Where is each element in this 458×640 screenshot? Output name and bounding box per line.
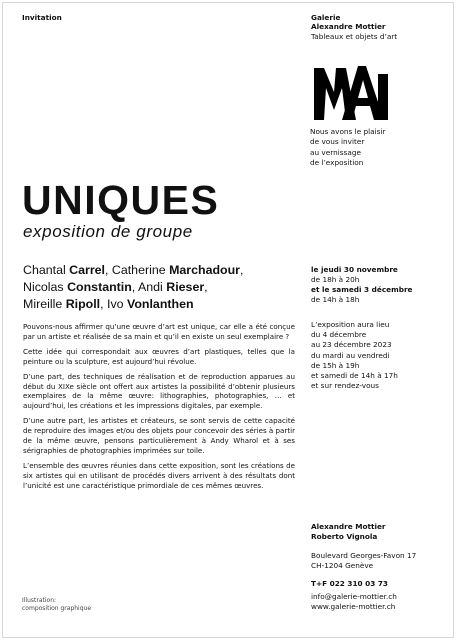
gallery-logo	[312, 62, 392, 122]
artist-first: Mireille	[23, 297, 63, 311]
body-paragraph: D’une autre part, les artistes et créateurs, se sont servis de cette capacité de reproduire des images et/ou des objets pour concevoir des séries à partir de la même œuvre, pensons particulièrement à Andy Wharol et à ses sérigraphies de photographies imprimées sur toile.	[23, 416, 295, 455]
exhibition-subtitle: exposition de groupe	[23, 222, 193, 241]
artist-first: Chantal	[23, 263, 66, 277]
body-paragraph: D’une part, des techniques de réalisation et de reproduction apparues au début du XIXe siècle ont offert aux artistes la possibilité d’obtenir plusieurs exemplaires de la même œuvre: lithographies, photographies, … et aujourd’hui, les créations et les impressions digitales, par exemple.	[23, 371, 295, 411]
period-line: au 23 décembre 2023	[311, 340, 392, 350]
time-line: de 14h à 18h	[311, 295, 360, 304]
gallery-header	[311, 13, 397, 41]
gallery-name-line2: Alexandre Mottier	[311, 22, 386, 32]
exhibition-period	[311, 320, 441, 391]
artist-last: Rieser	[166, 280, 205, 294]
illustration-label: Illustration:	[22, 597, 57, 604]
contact-name: Alexandre Mottier	[311, 522, 386, 531]
invite-line: de l’exposition	[310, 158, 364, 168]
period-line: du mardi au vendredi	[311, 350, 390, 360]
invite-line: de vous inviter	[310, 137, 365, 147]
gallery-address	[311, 551, 416, 572]
contact-names	[311, 522, 386, 542]
artist-first: Nicolas	[23, 280, 64, 294]
body-paragraph: Pouvons-nous affirmer qu’une œuvre d’art est unique, car elle a été conçue par un artiste et réalisée de sa main et qu’il en existe un seul exemplaire ?	[23, 322, 295, 341]
invite-line: au vernissage	[310, 147, 361, 157]
website-link[interactable]: www.galerie-mottier.ch	[311, 602, 396, 612]
address-street: Boulevard Georges-Favon 17	[311, 551, 417, 560]
period-line: et samedi de 14h à 17h	[311, 371, 398, 381]
period-line: L’exposition aura lieu	[311, 320, 390, 329]
invitation-label: Invitation	[22, 13, 62, 22]
vernissage-dates	[311, 265, 441, 305]
date-line: et le samedi 3 décembre	[311, 285, 413, 294]
web-contacts	[311, 592, 397, 612]
date-line: le jeudi 30 novembre	[311, 265, 398, 274]
email-link[interactable]: info@galerie-mottier.ch	[311, 592, 397, 601]
artist-last: Vonlanthen	[127, 297, 194, 311]
artist-first: Catherine	[111, 263, 166, 277]
artist-last: Constantin	[67, 280, 132, 294]
body-paragraph: L’ensemble des œuvres réunies dans cette exposition, sont les créations de six artistes qui en utilisant de procédés divers arrivent à des résultats dont l’unicité est une caractéristique primordiale de ces mêmes œuvres.	[23, 460, 295, 490]
period-line: et sur rendez-vous	[311, 381, 379, 391]
invite-text	[310, 127, 430, 169]
invite-line: Nous avons le plaisir	[310, 127, 386, 136]
artist-last: Marchadour	[169, 263, 240, 277]
gallery-name-line1: Galerie	[311, 13, 341, 22]
phone-number: T+F 022 310 03 73	[311, 579, 389, 588]
time-line: de 18h à 20h	[311, 275, 360, 284]
address-city: CH-1204 Genève	[311, 561, 374, 571]
artist-last: Ripoll	[65, 297, 101, 311]
artist-list: Chantal Carrel, Catherine Marchadour, Nicolas Constantin, Andi Rieser, Mireille Ripoll, Ivo Vonlanthen	[23, 263, 244, 311]
exhibition-title: UNIQUES	[22, 177, 220, 223]
contact-name: Roberto Vignola	[311, 532, 378, 542]
illustration-value: composition graphique	[22, 605, 92, 612]
artist-last: Carrel	[69, 263, 105, 277]
body-paragraph: Cette idée qui correspondait aux œuvres d’art plastiques, telles que la peinture ou la sculpture, est aujourd’hui révolue.	[23, 346, 295, 366]
illustration-credit	[22, 597, 91, 613]
body-text	[23, 322, 295, 496]
artist-first: Ivo	[107, 297, 124, 311]
artist-first: Andi	[138, 280, 163, 294]
gallery-tagline: Tableaux et objets d’art	[311, 31, 398, 41]
period-line: de 15h à 19h	[311, 360, 360, 370]
period-line: du 4 décembre	[311, 330, 367, 340]
